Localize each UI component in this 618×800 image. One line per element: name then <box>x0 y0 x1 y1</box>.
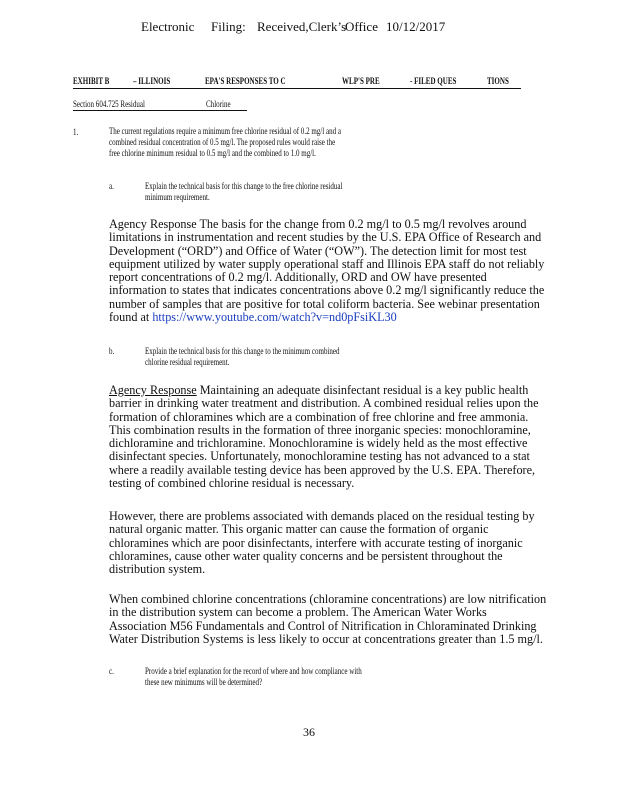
sub-question-line: these new minimums will be determined? <box>145 677 263 687</box>
response-line: formation of chloramines which are a combination of free chlorine and free ammonia. <box>109 409 529 424</box>
paragraph-nitrification <box>109 593 546 646</box>
paragraph-line: Water Distribution Systems is less likely to occur at concentrations greater than 1.5 mg/l. <box>109 631 543 646</box>
response-line: where a readily available testing device has been approved by the U.S. EPA. Therefore, <box>109 462 536 477</box>
response-line: report concentrations of 0.2 mg/l. Additionally, ORD and OW have presented <box>109 270 487 285</box>
paragraph-however <box>109 510 535 576</box>
response-line: limitations in instrumentation and recent studies by the U.S. EPA Office of Research and <box>109 230 542 245</box>
response-line: number of samples that are positive for total coliform bacteria. See webinar presentation <box>109 296 540 311</box>
sub-question-line: Provide a brief explanation for the record of where and how compliance with <box>145 666 362 676</box>
header-office: Office <box>345 19 378 34</box>
response-line: Agency Response The basis for the change from 0.2 mg/l to 0.5 mg/l revolves around <box>109 217 527 231</box>
header-date: 10/12/2017 <box>386 19 446 34</box>
sub-question-text <box>145 666 362 688</box>
exhibit-col1: EXHIBIT B <box>73 76 110 86</box>
response-line: disinfectant species. Unfortunately, monochloramine testing has not advanced to a stat <box>109 449 530 464</box>
sub-question-letter: c. <box>109 666 114 676</box>
paragraph-line: in the distribution system can become a problem. The American Water Works <box>109 605 487 620</box>
response-b <box>109 384 539 490</box>
agency-response-label: Agency Response <box>109 383 197 397</box>
sub-question-line: Explain the technical basis for this change to the free chlorine residual <box>145 181 343 191</box>
response-line: This combination results in the formation of three inorganic species: monochloramine, <box>109 422 531 437</box>
header-filing: Filing: <box>211 19 246 34</box>
response-line: Development (“ORD”) and Office of Water (“OW”). The detection limit for most test <box>109 243 527 258</box>
sub-question-letter: a. <box>109 181 114 191</box>
response-link-line <box>109 311 544 324</box>
header-electronic: Electronic <box>141 19 195 34</box>
sub-question-line: chlorine residual requirement. <box>145 357 230 367</box>
response-line: testing of combined chlorine residual is necessary. <box>109 476 355 491</box>
exhibit-col4: WLP'S PRE <box>342 76 380 86</box>
sub-question-text <box>145 181 342 203</box>
exhibit-underline <box>73 88 521 89</box>
section-label: Section 604.725 Residual <box>73 99 145 109</box>
exhibit-col6: TIONS <box>487 76 509 86</box>
paragraph-line: However, there are problems associated with demands placed on the residual testing by <box>109 509 535 523</box>
response-line: barrier in drinking water treatment and distribution. A combined residual relies upon the <box>109 396 539 411</box>
response-line: information to states that indicates concentrations above 0.2 mg/l significantly reduce the <box>109 283 545 298</box>
question-line: The current regulations require a minimum free chlorine residual of 0.2 mg/l and a <box>109 126 341 136</box>
section-topic: Chlorine <box>206 99 231 109</box>
sub-question-letter: b. <box>109 346 115 356</box>
response-line: equipment utilized by water supply operational staff and Illinois EPA staff do not reliably <box>109 256 545 271</box>
header-received: Received,Clerk’s <box>257 19 347 34</box>
paragraph-line: Association M56 Fundamentals and Control of Nitrification in Chloraminated Drinking <box>109 618 537 633</box>
question-number: 1. <box>73 127 79 137</box>
paragraph-line: chloramines which are poor disinfectants, interfere with accurate testing of inorganic <box>109 535 523 550</box>
response-a <box>109 218 544 324</box>
sub-question-line: Explain the technical basis for this change to the minimum combined <box>145 346 340 356</box>
response-line: dichloramine and trichloramine. Monochloramine is widely held as the most effective <box>109 436 528 451</box>
webinar-link[interactable]: https://www.youtube.com/watch?v=nd0pFsiKL30 <box>152 310 397 325</box>
page-number: 36 <box>303 725 315 739</box>
paragraph-line: natural organic matter. This organic matter can cause the formation of organic <box>109 522 489 537</box>
paragraph-line: distribution system. <box>109 562 206 577</box>
paragraph-line: When combined chlorine concentrations (chloramine concentrations) are low nitrification <box>109 592 547 606</box>
link-prefix: found at <box>109 310 153 325</box>
response-line-rest: Maintaining an adequate disinfectant residual is a key public health <box>199 383 529 397</box>
paragraph-line: chloramines, cause other water quality concerns and be persistent throughout the <box>109 548 503 563</box>
sub-question-line: minimum requirement. <box>145 192 210 202</box>
question-line: combined residual concentration of 0.5 mg/l. The proposed rules would raise the <box>109 137 336 147</box>
sub-question-text <box>145 346 340 368</box>
exhibit-col5: - FILED QUES <box>410 76 457 86</box>
question-text <box>109 126 341 159</box>
response-first-line <box>109 384 539 397</box>
question-line: free chlorine minimum residual to 0.5 mg/l and the combined to 1.0 mg/l. <box>109 148 316 158</box>
exhibit-col3: EPA'S RESPONSES TO C <box>205 76 286 86</box>
section-underline <box>73 110 247 111</box>
exhibit-col2: – ILLINOIS <box>133 76 171 86</box>
